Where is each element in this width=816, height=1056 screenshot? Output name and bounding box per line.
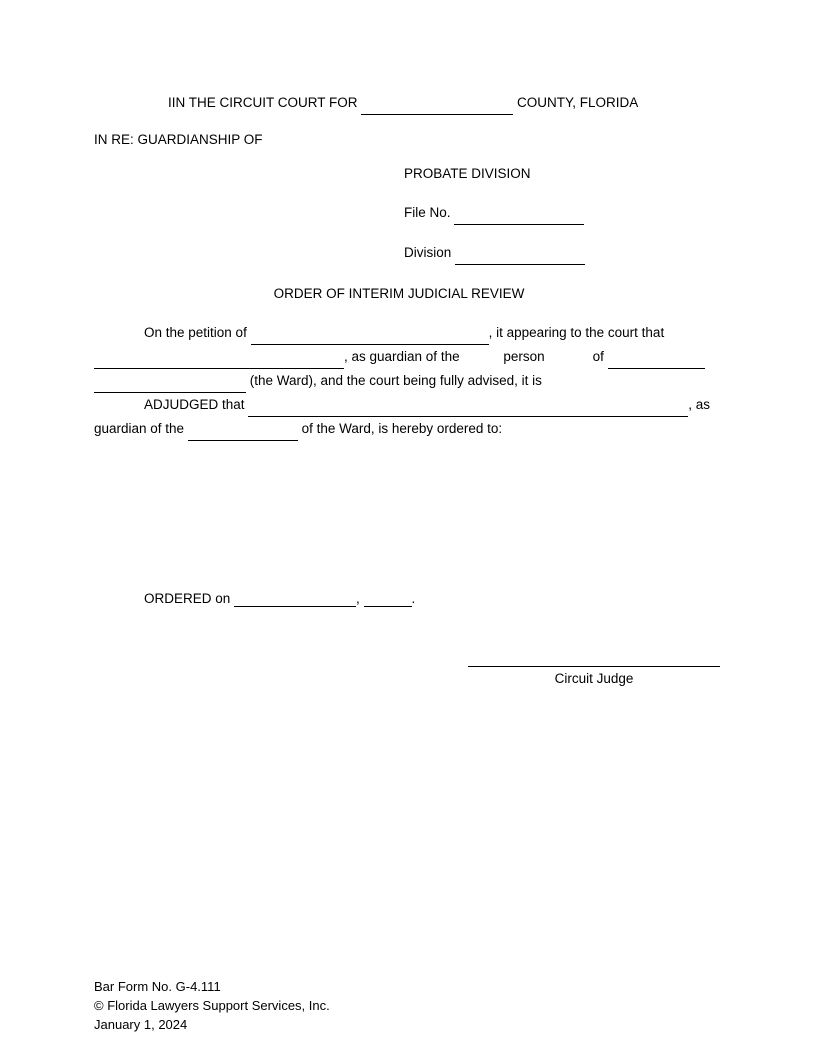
document-title: ORDER OF INTERIM JUDICIAL REVIEW (273, 286, 525, 301)
guardian-name-blank[interactable] (94, 345, 344, 369)
p2-b: , as (688, 397, 711, 412)
footer-copyright: © Florida Lawyers Support Services, Inc. (94, 998, 330, 1013)
file-no-blank[interactable] (454, 202, 584, 225)
paragraph-one-text (94, 321, 722, 393)
paragraph-two (94, 393, 722, 441)
adjudged-blank[interactable] (248, 393, 688, 417)
document-content (94, 92, 722, 686)
ordered-on-suffix: . (411, 591, 416, 606)
division-label: Division (404, 245, 456, 260)
order-body-blank-space (94, 441, 722, 591)
in-re-line: IN RE: GUARDIANSHIP OF (94, 132, 263, 147)
footer-date: January 1, 2024 (94, 1017, 188, 1032)
ordered-on-line (94, 591, 722, 607)
guardian-of-blank[interactable] (188, 417, 298, 441)
paragraph-two-text (94, 393, 722, 441)
court-heading-prefix: IIN THE CIRCUIT COURT FOR (168, 95, 362, 110)
division-blank[interactable] (455, 242, 585, 265)
p2-c: guardian of the (94, 421, 188, 436)
county-blank[interactable] (361, 92, 513, 115)
file-no-label: File No. (404, 205, 455, 220)
p2-a: ADJUDGED that (144, 397, 249, 412)
person-of-blank[interactable] (608, 345, 705, 369)
file-no-line (94, 202, 722, 225)
signature-line[interactable] (468, 665, 720, 667)
court-heading (94, 92, 722, 115)
division-line (94, 242, 722, 265)
p2-d: of the Ward, is hereby ordered to: (297, 421, 503, 436)
ordered-date-blank[interactable] (234, 591, 356, 607)
p1-d: person (503, 349, 545, 364)
signature-block (94, 665, 722, 686)
p1-c: , as guardian of the (344, 349, 464, 364)
signature-label: Circuit Judge (554, 671, 634, 686)
footer-form-number: Bar Form No. G-4.111 (94, 979, 221, 994)
ordered-year-blank[interactable] (364, 591, 412, 607)
p1-e: of (592, 349, 608, 364)
p1-f: (the Ward), and the court being fully advised, it is (246, 373, 542, 388)
ordered-on-middle: , (356, 591, 364, 606)
petition-of-blank[interactable] (251, 321, 489, 345)
ward-blank[interactable] (94, 369, 246, 393)
p1-a: On the petition of (144, 325, 251, 340)
ordered-on-prefix: ORDERED on (144, 591, 235, 606)
document-footer (94, 977, 330, 1034)
court-heading-suffix: COUNTY, FLORIDA (513, 95, 639, 110)
p1-b: , it appearing to the court that (488, 325, 665, 340)
paragraph-one (94, 321, 722, 393)
probate-division-line: PROBATE DIVISION (404, 166, 531, 181)
